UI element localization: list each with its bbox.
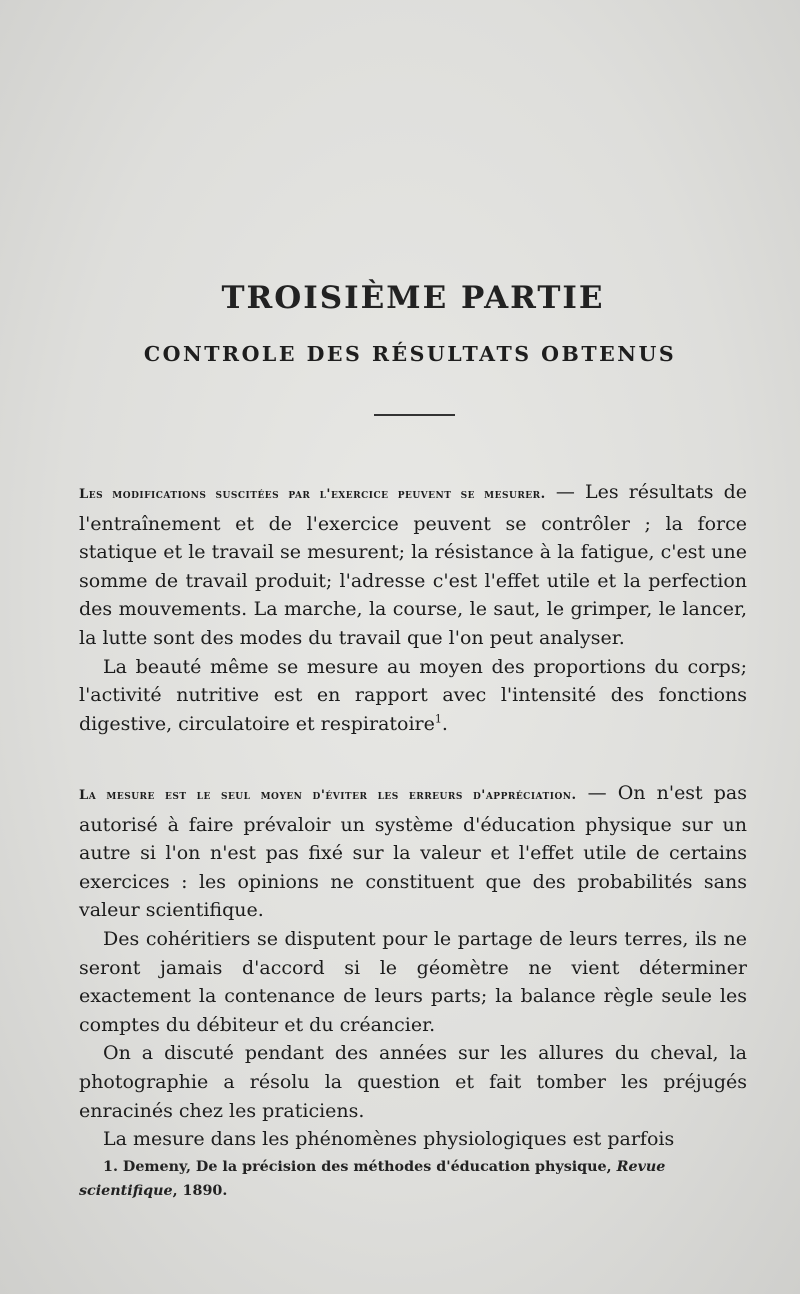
part-title: TROISIÈME PARTIE — [221, 280, 605, 316]
paragraph: Des cohéritiers se disputent pour le partage de leurs terres, ils ne seront jamais d'accord si le géomètre ne vient déterminer exactement la contenance de leurs parts; la balance règle seule les comptes du débiteur et du créancier. — [79, 927, 747, 1036]
paragraph: On a discuté pendant des années sur les allures du cheval, la photographie a résolu la question et fait tomber les préjugés enracinés chez les praticiens. — [79, 1042, 747, 1122]
title-divider — [374, 414, 455, 416]
footnote — [79, 1155, 759, 1203]
paragraph-end: . — [441, 712, 448, 735]
footnote-year: , 1890. — [172, 1183, 228, 1199]
footnote-number: 1. — [103, 1159, 118, 1175]
footnote-reference: 1 — [434, 712, 442, 726]
part-subtitle: CONTROLE DES RÉSULTATS OBTENUS — [143, 342, 677, 366]
section-mesure — [79, 779, 747, 1154]
footnote-text: Demeny, De la précision des méthodes d'éducation physique, — [122, 1159, 612, 1175]
section-paragraph — [79, 779, 747, 925]
section-modifications — [79, 478, 747, 738]
paragraph-text: — On n'est pas autorisé à faire prévaloir un système d'éducation physique sur un autre si l'on n'est pas fixé sur la valeur et l'effet utile de certains exercices : les opinions ne constituent que des probabilités sans valeur scientifique. — [79, 782, 747, 922]
paragraph-text: — Les résultats de l'entraînement et de l'exercice peuvent se contrôler ; la force statique et le travail se mesurent; la résistance à la fatigue, c'est une somme de travail produit; l'adresse c'est l'effet utile et la perfection des mouvements. La marche, la course, le saut, le grimper, le lancer, la lutte sont des modes du travail que l'on peut analyser. — [79, 481, 747, 649]
section-heading: Les modifications suscitées par l'exercice peuvent se mesurer. — [79, 487, 546, 502]
section-heading: La mesure est le seul moyen d'éviter les erreurs d'appréciation. — [79, 788, 577, 803]
section-paragraph — [79, 478, 747, 653]
footnote-journal: Revue scientifique — [79, 1159, 666, 1199]
paragraph: La mesure dans les phénomènes physiologiques est parfois — [103, 1128, 675, 1151]
paragraph — [79, 653, 747, 739]
paragraph-text: La beauté même se mesure au moyen des proportions du corps; l'activité nutritive est en rapport avec l'intensité des fonctions digestive, circulatoire et respiratoire — [79, 655, 747, 735]
